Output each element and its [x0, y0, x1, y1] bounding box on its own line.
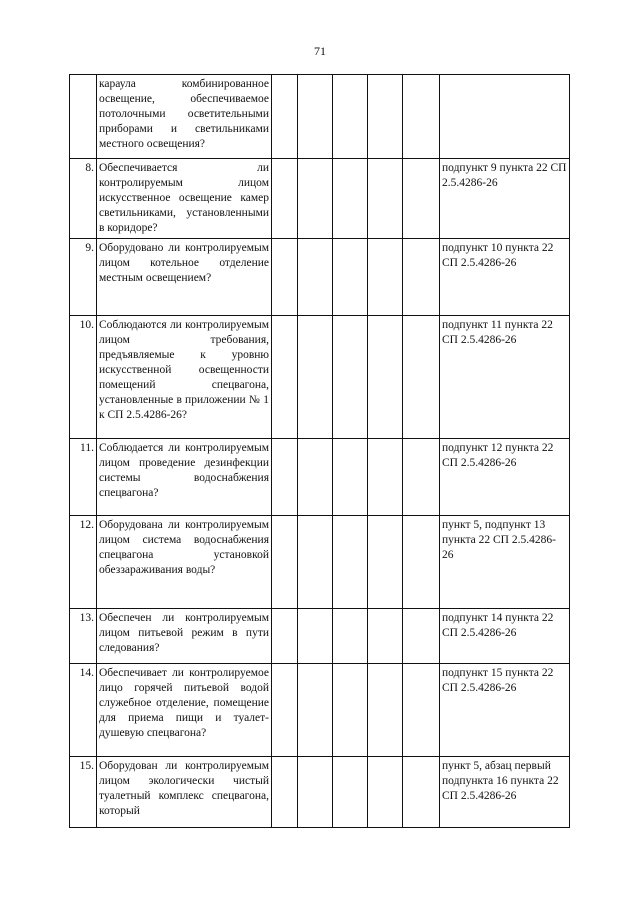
question-text: Оборудовано ли контролируемым лицом котельное отделение местным освещением?	[97, 239, 272, 316]
reference-text: подпункт 14 пункта 22 СП 2.5.4286-26	[440, 609, 570, 664]
answer-cell-na	[333, 75, 368, 159]
answer-cell-note	[403, 757, 440, 828]
answer-cell-yes	[272, 516, 298, 609]
answer-cell-no	[298, 757, 333, 828]
row-number: 8.	[70, 159, 97, 239]
row-number: 15.	[70, 757, 97, 828]
answer-cell-no	[298, 316, 333, 439]
answer-cell-no	[298, 516, 333, 609]
table-row	[70, 664, 570, 757]
reference-text: подпункт 12 пункта 22 СП 2.5.4286-26	[440, 439, 570, 516]
answer-cell-no	[298, 159, 333, 239]
answer-cell-yes	[272, 159, 298, 239]
answer-cell-yes	[272, 609, 298, 664]
answer-cell-partial	[368, 609, 403, 664]
row-number	[70, 75, 97, 159]
table-row	[70, 239, 570, 316]
table-row	[70, 609, 570, 664]
answer-cell-na	[333, 516, 368, 609]
answer-cell-note	[403, 159, 440, 239]
checklist-table	[69, 74, 570, 828]
answer-cell-na	[333, 609, 368, 664]
answer-cell-partial	[368, 439, 403, 516]
question-text: Соблюдаются ли контролируемым лицом требования, предъявляемые к уровню искусственной освещенности помещений спецвагона, установленные в приложении № 1 к СП 2.5.4286-26?	[97, 316, 272, 439]
answer-cell-note	[403, 316, 440, 439]
table-row	[70, 516, 570, 609]
question-text: Обеспечивается ли контролируемым лицом искусственное освещение камер светильниками, установленными в коридоре?	[97, 159, 272, 239]
answer-cell-partial	[368, 316, 403, 439]
table-row	[70, 439, 570, 516]
answer-cell-yes	[272, 75, 298, 159]
answer-cell-note	[403, 609, 440, 664]
answer-cell-yes	[272, 439, 298, 516]
reference-text: подпункт 15 пункта 22 СП 2.5.4286-26	[440, 664, 570, 757]
row-number: 11.	[70, 439, 97, 516]
answer-cell-na	[333, 316, 368, 439]
answer-cell-na	[333, 757, 368, 828]
answer-cell-yes	[272, 757, 298, 828]
answer-cell-note	[403, 439, 440, 516]
reference-text: подпункт 10 пункта 22 СП 2.5.4286-26	[440, 239, 570, 316]
row-number: 14.	[70, 664, 97, 757]
answer-cell-note	[403, 664, 440, 757]
answer-cell-note	[403, 239, 440, 316]
table-row	[70, 159, 570, 239]
answer-cell-na	[333, 159, 368, 239]
row-number: 13.	[70, 609, 97, 664]
answer-cell-partial	[368, 516, 403, 609]
answer-cell-partial	[368, 239, 403, 316]
reference-text: пункт 5, абзац первый подпункта 16 пункта 22 СП 2.5.4286-26	[440, 757, 570, 828]
answer-cell-yes	[272, 316, 298, 439]
reference-text	[440, 75, 570, 159]
answer-cell-note	[403, 75, 440, 159]
answer-cell-partial	[368, 75, 403, 159]
answer-cell-note	[403, 516, 440, 609]
question-text: Обеспечивает ли контролируемое лицо горячей питьевой водой служебное отделение, помещение для приема пищи и туалет-душевую спецвагона?	[97, 664, 272, 757]
question-text: Оборудован ли контролируемым лицом экологически чистый туалетный комплекс спецвагона, который	[97, 757, 272, 828]
answer-cell-na	[333, 239, 368, 316]
page-number: 71	[314, 44, 326, 58]
question-text: караула комбинированное освещение, обеспечиваемое потолочными осветительными приборами и светильниками местного освещения?	[97, 75, 272, 159]
table-row	[70, 75, 570, 159]
answer-cell-yes	[272, 664, 298, 757]
answer-cell-partial	[368, 159, 403, 239]
answer-cell-partial	[368, 757, 403, 828]
answer-cell-na	[333, 439, 368, 516]
answer-cell-no	[298, 75, 333, 159]
table-row	[70, 757, 570, 828]
answer-cell-yes	[272, 239, 298, 316]
answer-cell-no	[298, 439, 333, 516]
reference-text: подпункт 11 пункта 22 СП 2.5.4286-26	[440, 316, 570, 439]
reference-text: пункт 5, подпункт 13 пункта 22 СП 2.5.4286-26	[440, 516, 570, 609]
question-text: Обеспечен ли контролируемым лицом питьевой режим в пути следования?	[97, 609, 272, 664]
answer-cell-partial	[368, 664, 403, 757]
table-row	[70, 316, 570, 439]
answer-cell-na	[333, 664, 368, 757]
reference-text: подпункт 9 пункта 22 СП 2.5.4286-26	[440, 159, 570, 239]
row-number: 12.	[70, 516, 97, 609]
answer-cell-no	[298, 239, 333, 316]
row-number: 10.	[70, 316, 97, 439]
row-number: 9.	[70, 239, 97, 316]
question-text: Оборудована ли контролируемым лицом система водоснабжения спецвагона установкой обеззараживания воды?	[97, 516, 272, 609]
answer-cell-no	[298, 609, 333, 664]
question-text: Соблюдается ли контролируемым лицом проведение дезинфекции системы водоснабжения спецвагона?	[97, 439, 272, 516]
answer-cell-no	[298, 664, 333, 757]
